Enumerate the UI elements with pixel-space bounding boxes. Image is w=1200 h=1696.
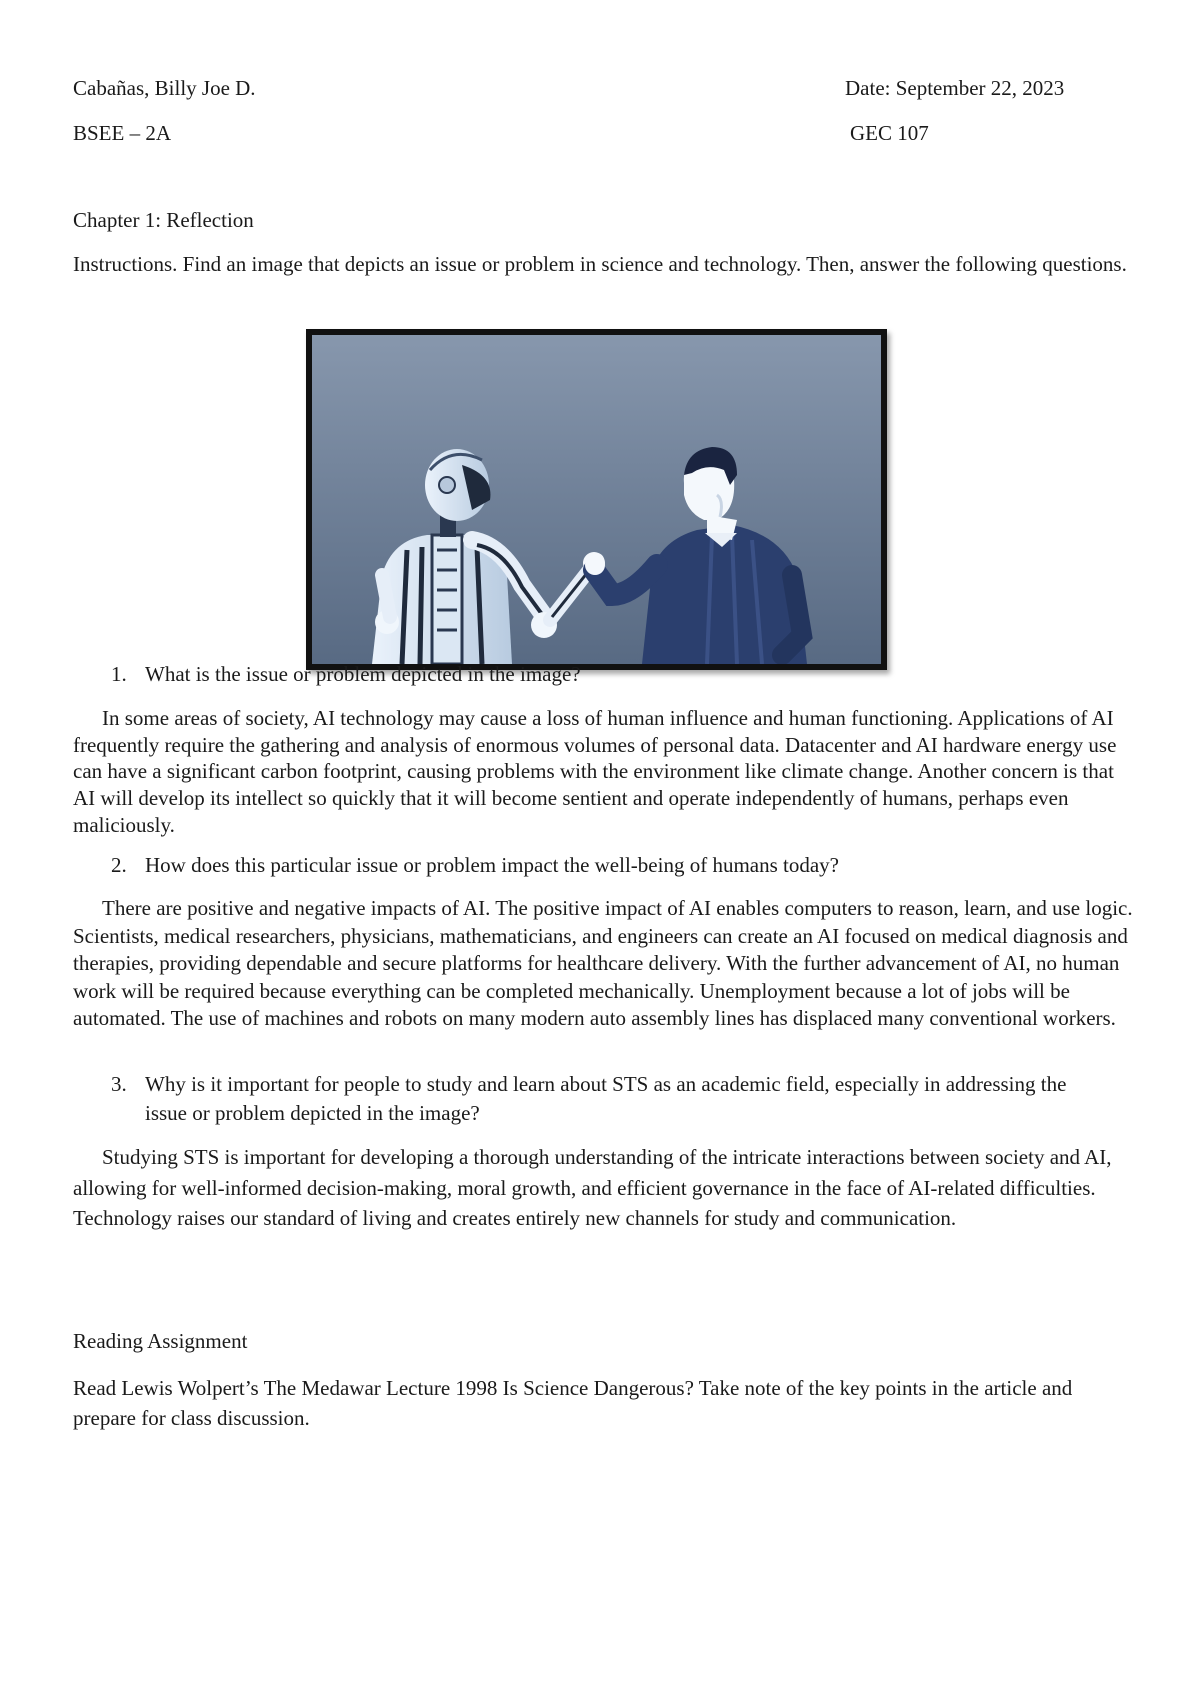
course-code: GEC 107 bbox=[850, 121, 929, 145]
robot-human-fist-bump-icon bbox=[312, 335, 881, 664]
document-page bbox=[73, 0, 1135, 1696]
answer-3: Studying STS is important for developing a thorough understanding of the intricate interactions between society and AI, allowing for well-informed decision-making, moral growth, and efficient governance in the face of AI-related difficulties. Technology raises our standard of living and creates entirely new channels for study and communication. bbox=[73, 1145, 1112, 1230]
student-name: Cabañas, Billy Joe D. bbox=[73, 76, 256, 100]
question-text: How does this particular issue or problem impact the well-being of humans today? bbox=[145, 853, 839, 877]
submission-date: Date: September 22, 2023 bbox=[845, 76, 1065, 100]
chapter-title: Chapter 1: Reflection bbox=[73, 208, 254, 232]
instructions: Instructions. Find an image that depicts an issue or problem in science and technology. Then, answer the following questions. bbox=[73, 252, 1127, 276]
question-text: Why is it important for people to study and learn about STS as an academic field, especially in addressing the issue or problem depicted in the image? bbox=[145, 1072, 1067, 1125]
question-number: 2. bbox=[111, 853, 127, 877]
student-section: BSEE – 2A bbox=[73, 121, 172, 145]
question-3 bbox=[111, 1070, 1111, 1130]
robot-human-illustration bbox=[306, 329, 887, 670]
reading-assignment-title: Reading Assignment bbox=[73, 1329, 248, 1353]
answer-1: In some areas of society, AI technology may cause a loss of human influence and human functioning. Applications of AI frequently require the gathering and analysis of enormous volumes of personal data. Datacenter and AI hardware energy use can have a significant carbon footprint, causing problems with the environment like climate change. Another concern is that AI will develop its intellect so quickly that it will become sentient and operate independently of humans, perhaps even maliciously. bbox=[73, 706, 1117, 837]
question-number: 1. bbox=[111, 662, 127, 686]
reading-assignment-text: Read Lewis Wolpert’s The Medawar Lecture 1998 Is Science Dangerous? Take note of the key points in the article and prepare for class discussion. bbox=[73, 1376, 1073, 1430]
question-text: What is the issue or problem depicted in the image? bbox=[145, 662, 581, 686]
question-number: 3. bbox=[111, 1072, 127, 1096]
answer-2: There are positive and negative impacts of AI. The positive impact of AI enables computers to reason, learn, and use logic. Scientists, medical researchers, physicians, mathematicians, and engineers can create an AI focused on medical diagnosis and therapies, providing dependable and secure platforms for healthcare delivery. With the further advancement of AI, no human work will be required because everything can be completed mechanically. Unemployment because a lot of jobs will be automated. The use of machines and robots on many modern auto assembly lines has displaced many conventional workers. bbox=[73, 896, 1133, 1030]
